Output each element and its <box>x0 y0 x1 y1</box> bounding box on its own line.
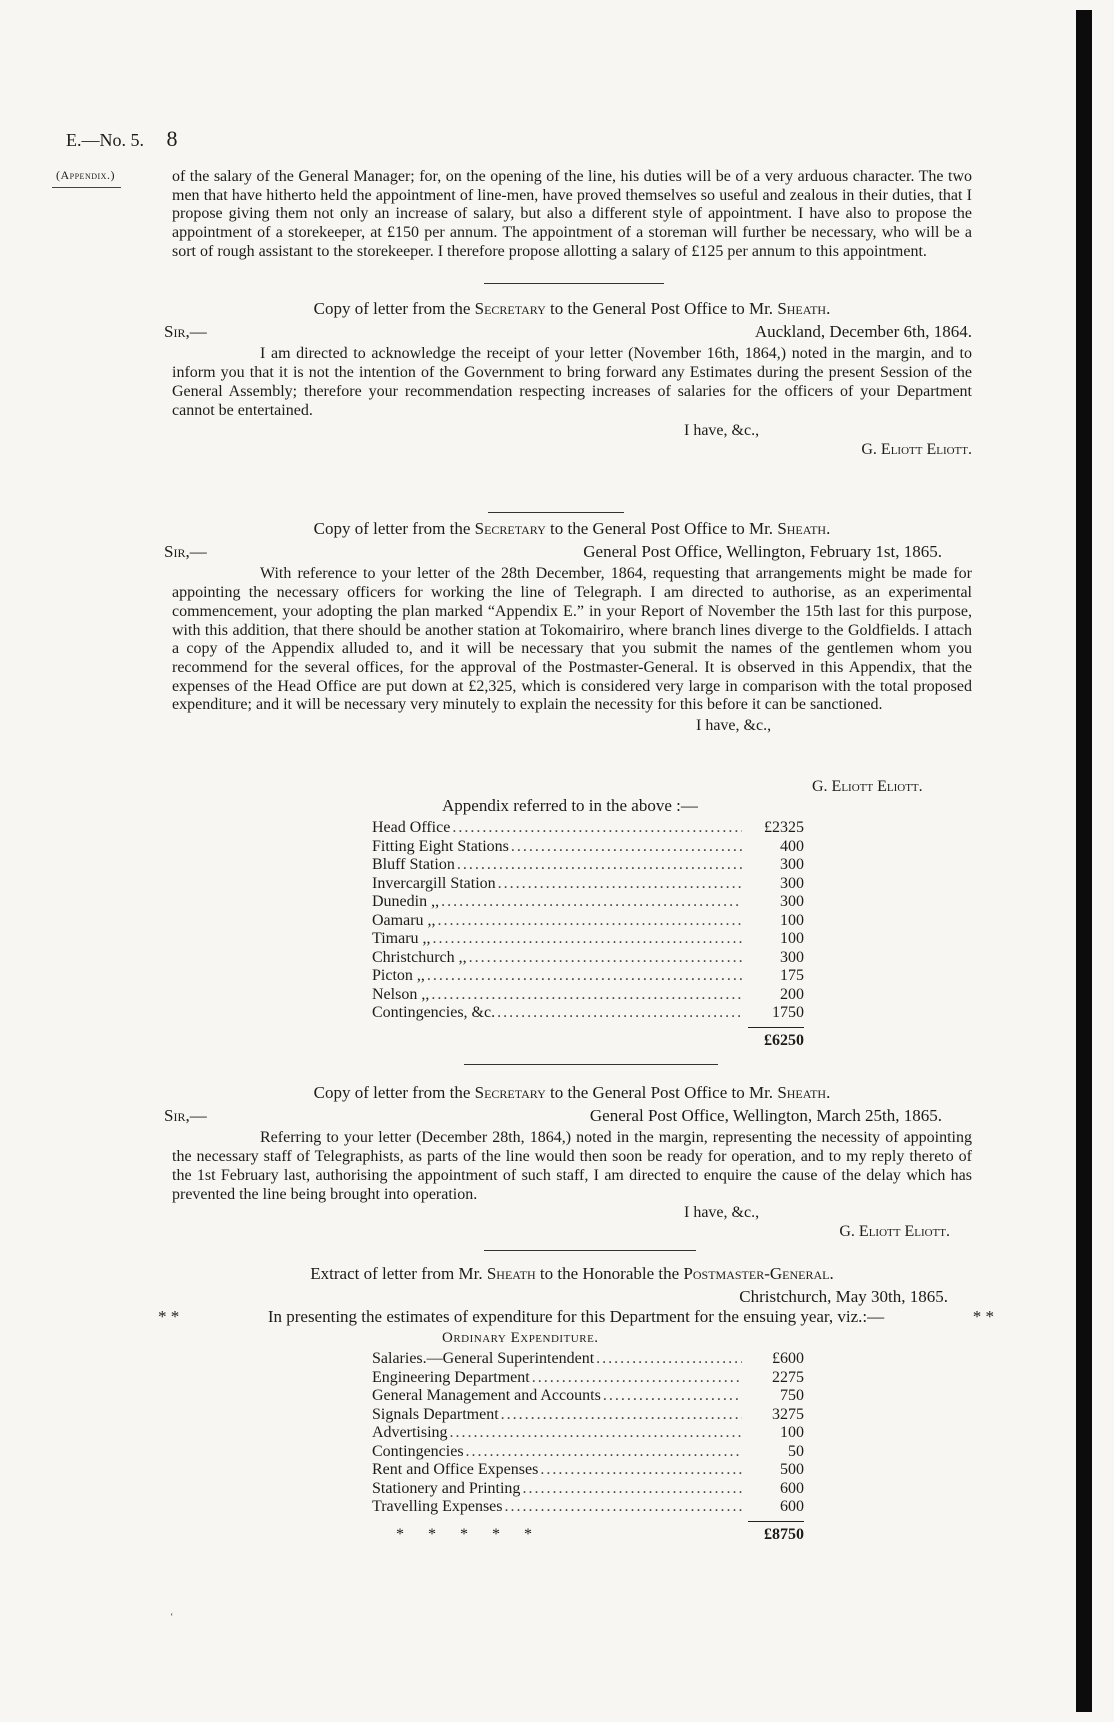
row-label: Nelson ,, <box>372 985 430 1003</box>
table-row <box>372 986 804 1005</box>
letter-3 <box>164 1083 972 1242</box>
heading-prefix: Copy of letter from the <box>313 299 471 318</box>
leader-dots <box>433 930 742 949</box>
row-label: Picton ,, <box>372 967 425 984</box>
heading-middle: to the General Post Office to Mr. <box>550 519 774 538</box>
row-amount: 100 <box>780 930 804 947</box>
stars-left: * * <box>158 1307 180 1327</box>
letter-2-signature: G. Eliott Eliott. <box>812 778 923 795</box>
divider <box>464 1064 718 1065</box>
letter-2-heading <box>172 520 972 539</box>
place-date: General Post Office, Wellington, March 25th, 1865. <box>589 1105 942 1125</box>
row-amount: £600 <box>772 1350 804 1367</box>
table-row <box>372 838 804 857</box>
row-amount: 300 <box>780 856 804 873</box>
heading-prefix: Extract of letter from Mr. <box>310 1264 483 1283</box>
row-amount: 750 <box>780 1387 804 1404</box>
extract-intro: In presenting the estimates of expenditure for this Department for the ensuing year, viz.:— <box>267 1307 885 1327</box>
row-label: Dunedin ,, <box>372 893 440 910</box>
closing: I have, &c., <box>696 717 772 735</box>
total-row <box>372 1526 804 1545</box>
row-amount: 300 <box>780 948 804 966</box>
leader-dots <box>450 1424 742 1443</box>
letter-3-heading <box>172 1084 972 1103</box>
closing: I have, &c., <box>684 1204 760 1222</box>
extract-intro-line <box>158 1308 994 1327</box>
letter-1-address-line <box>164 323 972 342</box>
row-label: Contingencies <box>372 1442 464 1460</box>
table-row <box>372 1424 804 1443</box>
extract <box>158 1264 994 1327</box>
leader-dots <box>522 1480 742 1499</box>
table-row <box>372 912 804 931</box>
row-label: Fitting Eight Stations <box>372 837 509 855</box>
divider <box>484 283 664 284</box>
row-amount: 50 <box>788 1442 804 1460</box>
leader-dots <box>498 875 742 894</box>
letter-3-address-line <box>164 1107 972 1126</box>
expenditure-title: Ordinary Expenditure. <box>442 1330 599 1346</box>
table-row <box>372 819 804 838</box>
row-amount: 175 <box>780 967 804 984</box>
table-row <box>372 875 804 894</box>
row-label: Stationery and Printing <box>372 1479 521 1497</box>
extract-place-date: Christchurch, May 30th, 1865. <box>739 1286 948 1306</box>
row-label: Christchurch ,, <box>372 948 467 966</box>
appendix-margin-label: (Appendix.) <box>56 168 115 182</box>
leader-dots <box>441 893 742 912</box>
leader-dots <box>501 1406 742 1425</box>
stars-right: * * <box>972 1307 994 1327</box>
place-date: Auckland, December 6th, 1864. <box>754 321 972 341</box>
table-row <box>372 1480 804 1499</box>
leader-dots <box>505 1498 742 1517</box>
row-amount: 600 <box>780 1479 804 1497</box>
leader-dots <box>438 912 742 931</box>
row-label: Signals Department <box>372 1405 499 1423</box>
row-label: Head Office <box>372 819 451 836</box>
row-label: General Management and Accounts <box>372 1387 601 1404</box>
heading-middle: to the General Post Office to Mr. <box>550 1083 774 1102</box>
table-row <box>372 1406 804 1425</box>
row-label: Timaru ,, <box>372 930 431 947</box>
place-date: General Post Office, Wellington, February 1st, 1865. <box>583 541 942 561</box>
heading-name: Sheath. <box>777 299 831 318</box>
row-amount: 100 <box>780 911 804 929</box>
page-number: 8 <box>166 126 178 151</box>
table-row <box>372 1350 804 1369</box>
leader-dots <box>540 1461 742 1480</box>
table-row <box>372 1461 804 1480</box>
salutation: Sir,— <box>164 1105 207 1125</box>
continuation-paragraph <box>172 168 972 262</box>
salutation: Sir,— <box>164 321 207 341</box>
heading-prefix: Copy of letter from the <box>313 1083 471 1102</box>
row-amount: 500 <box>780 1461 804 1478</box>
table-row <box>372 856 804 875</box>
row-amount: £2325 <box>764 819 804 836</box>
row-label: Contingencies, &c. <box>372 1004 496 1021</box>
row-label: Rent and Office Expenses <box>372 1461 539 1478</box>
row-amount: 100 <box>780 1424 804 1441</box>
row-amount: 600 <box>780 1498 804 1515</box>
leader-dots <box>457 856 742 875</box>
letter-1 <box>164 299 972 460</box>
total-amount: £8750 <box>764 1525 804 1543</box>
row-label: Bluff Station <box>372 856 455 873</box>
leader-dots <box>497 1004 742 1023</box>
series-label: E.—No. 5. <box>66 130 144 150</box>
row-label: Salaries.—General Superintendent <box>372 1350 595 1367</box>
scan-border <box>1076 10 1092 1712</box>
letter-2 <box>164 519 972 736</box>
total-rule <box>748 1521 804 1522</box>
leader-dots <box>603 1387 742 1406</box>
row-label: Invercargill Station <box>372 874 496 892</box>
heading-middle: to the General Post Office to Mr. <box>550 299 774 318</box>
leader-dots <box>532 1369 742 1388</box>
row-label: Advertising <box>372 1424 448 1441</box>
row-amount: 2275 <box>772 1368 804 1386</box>
heading-name: Sheath. <box>777 519 831 538</box>
table-row <box>372 1443 804 1462</box>
row-amount: 1750 <box>772 1004 804 1021</box>
heading-role: Secretary <box>474 519 546 538</box>
closing: I have, &c., <box>684 422 760 440</box>
row-amount: 200 <box>780 985 804 1003</box>
heading-role: Secretary <box>474 299 546 318</box>
divider <box>484 1250 696 1251</box>
table-row <box>372 893 804 912</box>
expenditure-table <box>372 1350 804 1544</box>
row-label: Travelling Expenses <box>372 1498 503 1515</box>
extract-heading <box>172 1265 972 1284</box>
leader-dots <box>431 986 742 1005</box>
letter-1-heading <box>172 300 972 319</box>
letter-2-address-line <box>164 543 972 562</box>
row-label: Engineering Department <box>372 1368 530 1386</box>
signature: G. Eliott Eliott. <box>861 440 972 458</box>
table-row <box>372 1498 804 1517</box>
row-amount: 300 <box>780 874 804 892</box>
table-row <box>372 949 804 968</box>
table-row <box>372 967 804 986</box>
heading-prefix: Copy of letter from the <box>313 519 471 538</box>
row-label: Oamaru ,, <box>372 911 436 929</box>
leader-dots <box>596 1350 742 1369</box>
leader-dots <box>466 1443 742 1462</box>
heading-name: Sheath <box>486 1264 536 1283</box>
appendix-table <box>372 819 804 1050</box>
page-header <box>66 126 178 152</box>
row-amount: 300 <box>780 893 804 910</box>
heading-role: Secretary <box>474 1083 546 1102</box>
leader-dots <box>469 949 742 968</box>
total-amount: £6250 <box>764 1031 804 1049</box>
divider <box>488 512 624 513</box>
continuation-text: of the salary of the General Manager; for, on the opening of the line, his duties will be of a very arduous character. The two men that have hitherto held the appointment of line-men, have proved themselves so useful and zealous in their duties, that I propose giving them not only an increase of salary, but also a different style of appointment. I have also to propose the appointment of a storekeeper, at £150 per annum. The appointment of a storeman will further be necessary, who will be a sort of rough assistant to the storekeeper. I therefore propose allotting a salary of £125 per annum to this appointment. <box>172 168 972 260</box>
corner-mark: ‘ <box>170 1612 174 1623</box>
table-row <box>372 1004 804 1023</box>
table-row <box>372 1369 804 1388</box>
total-rule <box>748 1027 804 1028</box>
table-row <box>372 930 804 949</box>
letter-2-body: With reference to your letter of the 28th December, 1864, requesting that arrangements might be made for appointing the necessary officers for working the line of Telegraph. I am directed to authorise, as an experimental commencement, your adopting the plan marked “Appendix E.” in your Report of November the 15th last for this purpose, with this addition, that there should be another station at Tokomairiro, where branch lines diverge to the Goldfields. I attach a copy of the Appendix alluded to, and it will be necessary that you submit the names of the gentlemen whom you recommend for the several offices, for the approval of the Postmaster-General. It is observed in this Appendix, that the expenses of the Head Office are put down at £2,325, which is considered very large in comparison with the total proposed expenditure; and it will be necessary very minutely to explain the necessity for this before it can be sanctioned. <box>172 565 972 714</box>
letter-1-body: I am directed to acknowledge the receipt of your letter (November 16th, 1864,) noted in the margin, and to inform you that it is not the intention of the Government to bring forward any Estimates during the present Session of the General Assembly; therefore your recommendation respecting increases of salaries for the officers of your Department cannot be entertained. <box>172 345 972 419</box>
signature: G. Eliott Eliott. <box>839 1222 950 1240</box>
total-stars: * * * * * <box>396 1525 532 1543</box>
leader-dots <box>511 838 742 857</box>
appendix-intro: Appendix referred to in the above :— <box>442 796 698 815</box>
total-row <box>372 1032 804 1051</box>
row-amount: 400 <box>780 837 804 855</box>
heading-name: Sheath. <box>777 1083 831 1102</box>
leader-dots <box>427 967 742 986</box>
salutation: Sir,— <box>164 541 207 561</box>
heading-role: Postmaster-General. <box>683 1264 834 1283</box>
row-amount: 3275 <box>772 1405 804 1423</box>
table-row <box>372 1387 804 1406</box>
letter-3-body: Referring to your letter (December 28th, 1864,) noted in the margin, representing the necessity of appointing the necessary staff of Telegraphists, as parts of the line would then soon be ready for operation, and to my reply thereto of the 1st February last, authorising the appointment of such staff, I am directed to enquire the cause of the delay which has prevented the line being brought into operation. <box>172 1129 972 1203</box>
leader-dots <box>452 819 742 838</box>
heading-middle: to the Honorable the <box>539 1264 680 1283</box>
